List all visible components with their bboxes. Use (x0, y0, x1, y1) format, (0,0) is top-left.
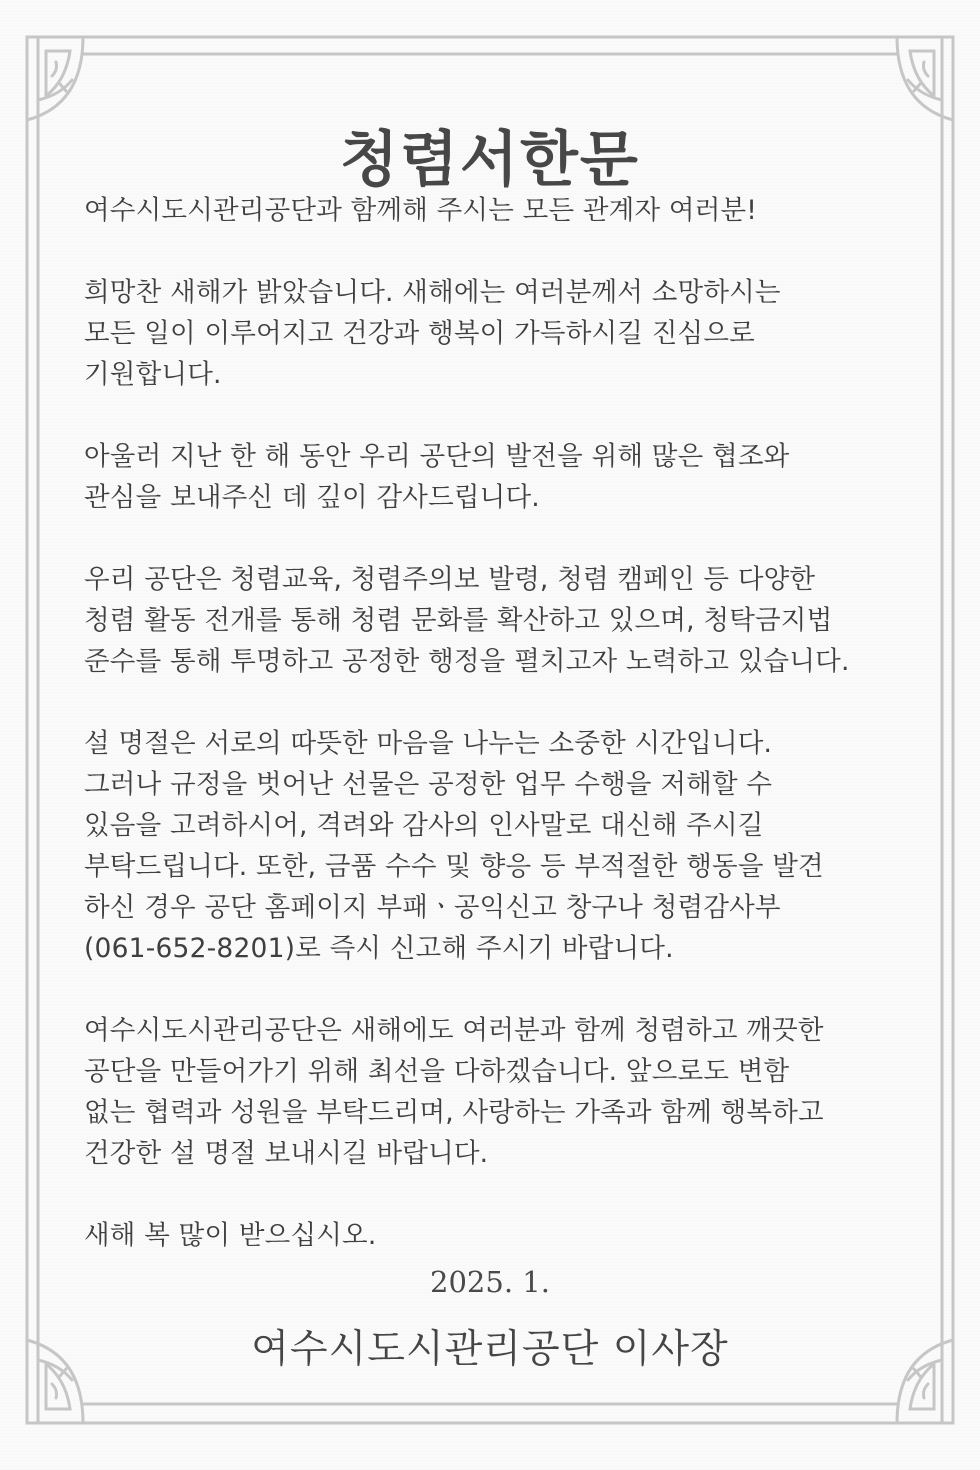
paragraph-line: 그러나 규정을 벗어난 선물은 공정한 업무 수행을 저해할 수 (84, 769, 773, 800)
corner-ornament-top-right (897, 37, 953, 120)
paragraph-line: 여수시도시관리공단은 새해에도 여러분과 함께 청렴하고 깨끗한 (84, 1015, 824, 1046)
paragraph-line: 부탁드립니다. 또한, 금품 수수 및 향응 등 부적절한 행동을 발견 (84, 851, 824, 882)
paragraph-line: 하신 경우 공단 홈페이지 부패ㆍ공익신고 창구나 청렴감사부 (84, 892, 781, 923)
corner-ornament-top-left (27, 37, 83, 120)
closing-greeting: 새해 복 많이 받으십시오. (84, 1220, 377, 1251)
paragraph-line: 아울러 지난 한 해 동안 우리 공단의 발전을 위해 많은 협조와 (84, 441, 790, 472)
paragraph-line: 있음을 고려하시어, 격려와 감사의 인사말로 대신해 주시길 (84, 810, 764, 841)
signature: 여수시도시관리공단 이사장 (251, 1327, 729, 1372)
paragraph-line: 관심을 보내주신 데 깊이 감사드립니다. (84, 482, 540, 513)
paragraph-greeting (84, 272, 934, 395)
paragraph-commitment (84, 1010, 934, 1174)
letter-body (84, 190, 934, 1256)
paragraph-line: 기원합니다. (84, 359, 222, 390)
paragraph-line: (061-652-8201)로 즉시 신고해 주시기 바랍니다. (84, 933, 674, 964)
paragraph-integrity-activities (84, 559, 934, 682)
paragraph-line: 청렴 활동 전개를 통해 청렴 문화를 확산하고 있으며, 청탁금지법 (84, 605, 833, 636)
paragraph-holiday-gift-notice (84, 723, 934, 969)
paragraph-line: 공단을 만들어가기 위해 최선을 다하겠습니다. 앞으로도 변함 (84, 1056, 790, 1087)
letter-date: 2025. 1. (430, 1265, 550, 1299)
paragraph-thanks (84, 436, 934, 518)
salutation: 여수시도시관리공단과 함께해 주시는 모든 관계자 여러분! (84, 195, 758, 226)
paragraph-line: 희망찬 새해가 밝았습니다. 새해에는 여러분께서 소망하시는 (84, 277, 781, 308)
document-title: 청렴서한문 (340, 125, 640, 196)
paragraph-line: 건강한 설 명절 보내시길 바랍니다. (84, 1138, 489, 1169)
paragraph-line: 설 명절은 서로의 따뜻한 마음을 나누는 소중한 시간입니다. (84, 728, 773, 759)
paragraph-line: 없는 협력과 성원을 부탁드리며, 사랑하는 가족과 함께 행복하고 (84, 1097, 824, 1128)
paragraph-line: 준수를 통해 투명하고 공정한 행정을 펼치고자 노력하고 있습니다. (84, 646, 850, 677)
paragraph-line: 모든 일이 이루어지고 건강과 행복이 가득하시길 진심으로 (84, 318, 755, 349)
paragraph-line: 우리 공단은 청렴교육, 청렴주의보 발령, 청렴 캠페인 등 다양한 (84, 564, 816, 595)
